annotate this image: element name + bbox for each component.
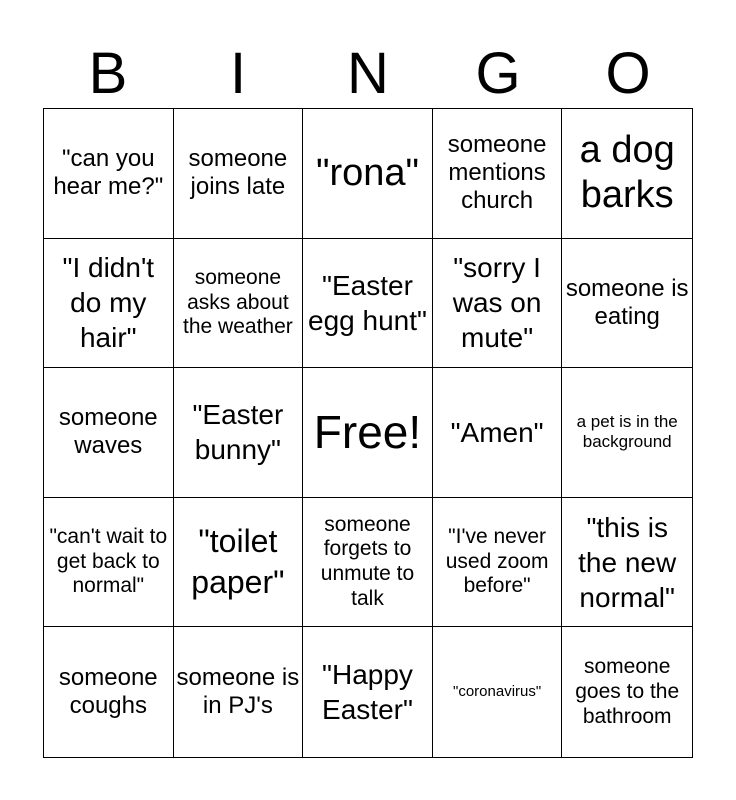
bingo-cell[interactable] [44,498,174,628]
bingo-cell[interactable] [303,239,433,369]
bingo-cell[interactable] [44,239,174,369]
bingo-cell[interactable] [433,368,563,498]
cell-text: "Happy Easter" [322,659,413,726]
header-letter-o: O [605,41,651,106]
bingo-cell[interactable] [303,109,433,239]
cell-text: "can't wait to get back to normal" [49,524,168,598]
cell-text: someone goes to the bathroom [575,655,680,728]
cell-text: "Easter bunny" [192,399,284,466]
cell-text: someone waves [58,404,158,460]
bingo-cell[interactable] [174,239,304,369]
header-letter-g: G [475,41,521,106]
bingo-board [43,108,693,758]
cell-text: Free! [313,406,422,459]
header-letter-b: B [88,41,128,106]
bingo-cell[interactable] [44,627,174,757]
bingo-cell[interactable] [303,627,433,757]
cell-text: someone is in PJ's [176,663,300,720]
cell-text: someone is eating [565,274,689,330]
cell-text: "Amen" [450,416,544,448]
header-letter-i: I [229,41,247,106]
bingo-cell[interactable] [174,109,304,239]
cell-text: "I've never used zoom before" [445,524,549,598]
cell-text: someone mentions church [447,130,547,215]
bingo-cell[interactable] [174,627,304,757]
cell-text: "toilet paper" [191,523,285,601]
bingo-cell[interactable] [433,627,563,757]
bingo-cell[interactable] [562,239,692,369]
bingo-cell[interactable] [562,109,692,239]
bingo-cell[interactable] [174,498,304,628]
bingo-cell[interactable] [174,368,304,498]
cell-text: "rona" [315,151,420,194]
cell-text: a pet is in the background [576,412,678,452]
cell-text: "this is the new normal" [578,511,677,613]
cell-text: "can you hear me?" [53,144,164,201]
header-letter-n: N [347,41,389,106]
bingo-cell[interactable] [562,498,692,628]
bingo-cell[interactable] [44,109,174,239]
cell-text: someone forgets to unmute to talk [320,512,415,610]
bingo-cell[interactable] [433,109,563,239]
bingo-cell[interactable] [303,498,433,628]
bingo-cell[interactable] [562,368,692,498]
bingo-free-space[interactable] [303,368,433,498]
cell-text: someone asks about the weather [183,265,293,339]
cell-text: "sorry I was on mute" [452,252,542,354]
bingo-cell[interactable] [562,627,692,757]
cell-text: "Easter egg hunt" [308,269,427,336]
cell-text: someone coughs [58,663,158,720]
cell-text: "I didn't do my hair" [62,252,155,354]
bingo-header [43,40,693,108]
bingo-cell[interactable] [44,368,174,498]
cell-text: "coronavirus" [453,683,542,701]
cell-text: someone joins late [188,144,288,201]
cell-text: a dog barks [579,129,675,217]
bingo-cell[interactable] [433,239,563,369]
bingo-cell[interactable] [433,498,563,628]
